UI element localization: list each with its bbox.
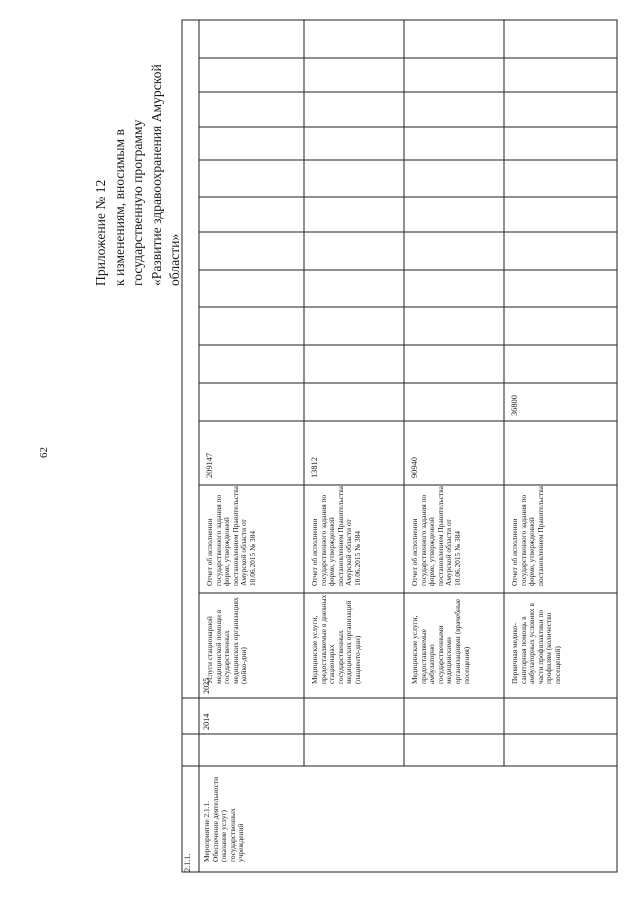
service-value-3: 90940	[410, 457, 419, 478]
service-value-2: 13812	[310, 457, 319, 478]
annex-line-3: государственную программу	[130, 119, 146, 286]
service-name-1: Услуги стационарной медицинской помощи в государственных медицинских организациях (койко-дни)	[205, 597, 249, 684]
service-name-3: Медицинские услуги, предоставляемые амбулаторно государственными медицинскими организациями (врачебные посещения)	[410, 598, 471, 684]
annex-line-5: области»	[167, 233, 183, 286]
measure-cell: Мероприятие 2.1.1. Обеспечение деятельности (оказание услуг) государственных учреждений	[202, 776, 246, 862]
annex-line-1: Приложение № 12	[93, 179, 108, 286]
service-name-4: Первичная медико-санитарная помощь в амбулаторных условиях в части профилактики по профилям (количество посещений)	[510, 603, 562, 684]
annex-header	[92, 26, 185, 286]
service-report-2: Отчет об исполнении государственного задания по форме, утвержденной постановлением Правительства Амурской области от 10.06.2015 № 384	[310, 486, 362, 586]
year-end: 2025	[202, 677, 211, 694]
row-number: 2.1.1.	[183, 853, 192, 872]
service-report-1: Отчет об исполнении государственного задания по форме, утвержденной постановлением Правительства Амурской области от 10.06.2015 № 384	[205, 486, 257, 586]
annex-line-2: к изменениям, вносимым в	[111, 129, 127, 286]
service-value-4: 36800	[510, 395, 519, 416]
service-report-3: Отчет об исполнении государственного задания по форме, утвержденной постановлением Правительства Амурской области от 10.06.2015 № 384	[410, 486, 462, 586]
year-start: 2014	[202, 713, 211, 730]
page-number: 62	[38, 447, 50, 458]
service-value-1: 209147	[205, 452, 214, 478]
service-report-4: Отчет об исполнении государственного задания по форме, утвержденной постановлением Правительства	[510, 486, 545, 586]
service-name-2: Медицинские услуги, предоставляемые в дневных стационарах государственных медицинских организаций (пациенто-дни)	[310, 594, 362, 684]
annex-line-4: «Развитие здравоохранения Амурской	[148, 64, 164, 286]
